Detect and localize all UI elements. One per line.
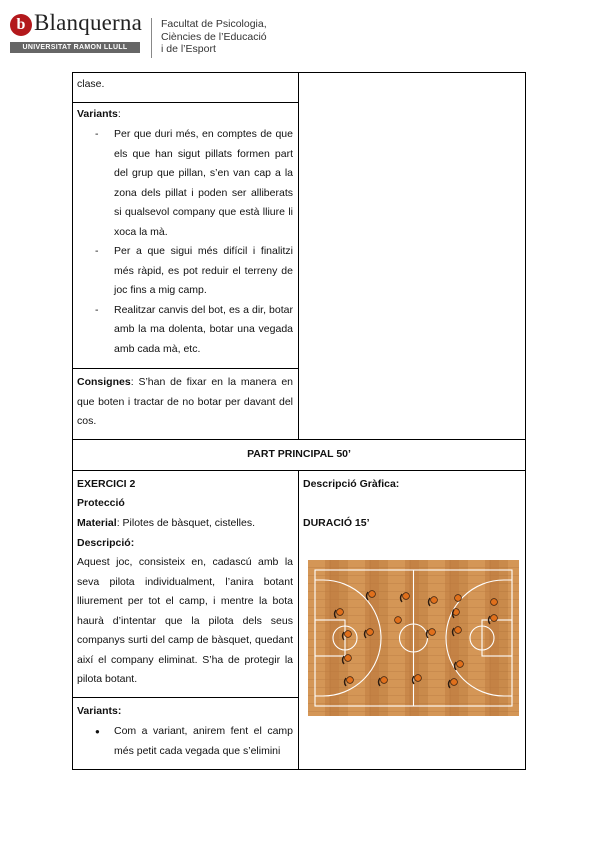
- player-ball: [451, 679, 458, 686]
- dash-marker: -: [95, 303, 99, 316]
- player-ball: [429, 629, 436, 636]
- table-border: [72, 769, 526, 770]
- table-border: [72, 102, 299, 103]
- faculty-line: Ciències de l’Educació: [161, 30, 267, 43]
- material: [77, 514, 255, 534]
- logo-university-bar: UNIVERSITAT RAMON LLULL: [10, 42, 140, 53]
- continued-text: clase.: [77, 78, 105, 90]
- player-ball: [381, 677, 388, 684]
- variants-label: Variants: [77, 108, 118, 120]
- variants-list: [77, 125, 293, 359]
- player-ball: [369, 591, 376, 598]
- exercise-number: EXERCICI 2: [77, 478, 136, 490]
- player-ball: [367, 629, 374, 636]
- player-ball: [395, 617, 402, 624]
- player-ball: [403, 593, 410, 600]
- player-ball: [491, 599, 498, 606]
- table-border: [525, 72, 526, 770]
- table-border: [72, 72, 73, 770]
- header-divider: [151, 18, 152, 58]
- basketball-court-diagram: [308, 560, 519, 716]
- page-header: [10, 12, 270, 60]
- table-border: [298, 471, 299, 770]
- variant-text: Com a variant, anirem fent el camp més petit cada vegada que s’elimini: [114, 725, 293, 757]
- table-border: [72, 470, 526, 471]
- dash-marker: -: [95, 245, 99, 257]
- court-svg: [308, 560, 519, 716]
- table-border: [298, 72, 299, 440]
- dash-marker: -: [95, 128, 99, 140]
- exercise-variants-label: Variants:: [77, 705, 122, 717]
- exercise-name: Protecció: [77, 497, 125, 509]
- consignes-text: : S’han de fixar en la manera en que boten i tractar de no botar per davant del cos.: [77, 376, 293, 427]
- player-ball: [431, 597, 438, 604]
- list-item: [77, 722, 293, 761]
- consignes: [77, 373, 293, 432]
- list-item: [77, 301, 293, 360]
- player-ball: [345, 631, 352, 638]
- player-ball: [457, 661, 464, 668]
- variant-text: Per que duri més, en comptes de que els que han sigut pillats formen part del grup que pillan, s’en van cap a la zona dels pillat i poden ser alliberats si qualsevol company que està lliure li xoca la mà.: [114, 128, 293, 238]
- faculty-line: Facultat de Psicologia,: [161, 18, 267, 30]
- player-ball: [491, 615, 498, 622]
- player-ball: [455, 627, 462, 634]
- table-border: [72, 439, 526, 440]
- material-label: Material: [77, 517, 117, 529]
- blanquerna-logo-icon: b: [10, 14, 32, 36]
- material-text: : Pilotes de bàsquet, cistelles.: [116, 517, 256, 529]
- faculty-line: i de l’Esport: [161, 43, 216, 55]
- player-ball: [415, 675, 422, 682]
- logo-name: Blanquerna: [34, 10, 143, 35]
- faculty-name: [161, 18, 267, 56]
- description-text: Aquest joc, consisteix en, cadascú amb la seva pilota individualment, l’anira botant lliurement per tot el camp, i mentre la bota haurà d’intentar que la pilota dels seus companys surti del camp de bàsquet, quedant així el company eliminat. S’ha de protegir la pilota botant.: [77, 556, 293, 685]
- table-border: [72, 697, 299, 698]
- bullet-marker: ●: [95, 727, 100, 736]
- list-item: [77, 125, 293, 242]
- description-label: Descripció:: [77, 537, 135, 549]
- consignes-label: Consignes: [77, 376, 131, 388]
- variants-heading: [77, 105, 121, 125]
- list-item: [77, 242, 293, 301]
- exercise-variants-list: [77, 722, 293, 761]
- graphic-description-label: Descripció Gràfica:: [303, 478, 400, 490]
- variant-text: Realitzar canvis del bot, es a dir, botar amb la ma dolenta, botar una vegada amb cada mà, etc.: [114, 303, 293, 355]
- player-ball: [337, 609, 344, 616]
- duration: DURACIÓ 15’: [303, 517, 370, 529]
- table-border: [72, 72, 526, 73]
- variants-colon: :: [117, 108, 121, 120]
- part-title: PART PRINCIPAL 50’: [247, 448, 351, 460]
- player-ball: [345, 655, 352, 662]
- table-border: [72, 368, 299, 369]
- variant-text: Per a que sigui més difícil i finalitzi més ràpid, es pot reduir el terreny de joc fins a mig camp.: [114, 245, 293, 296]
- player-ball: [347, 677, 354, 684]
- player-ball: [455, 595, 462, 602]
